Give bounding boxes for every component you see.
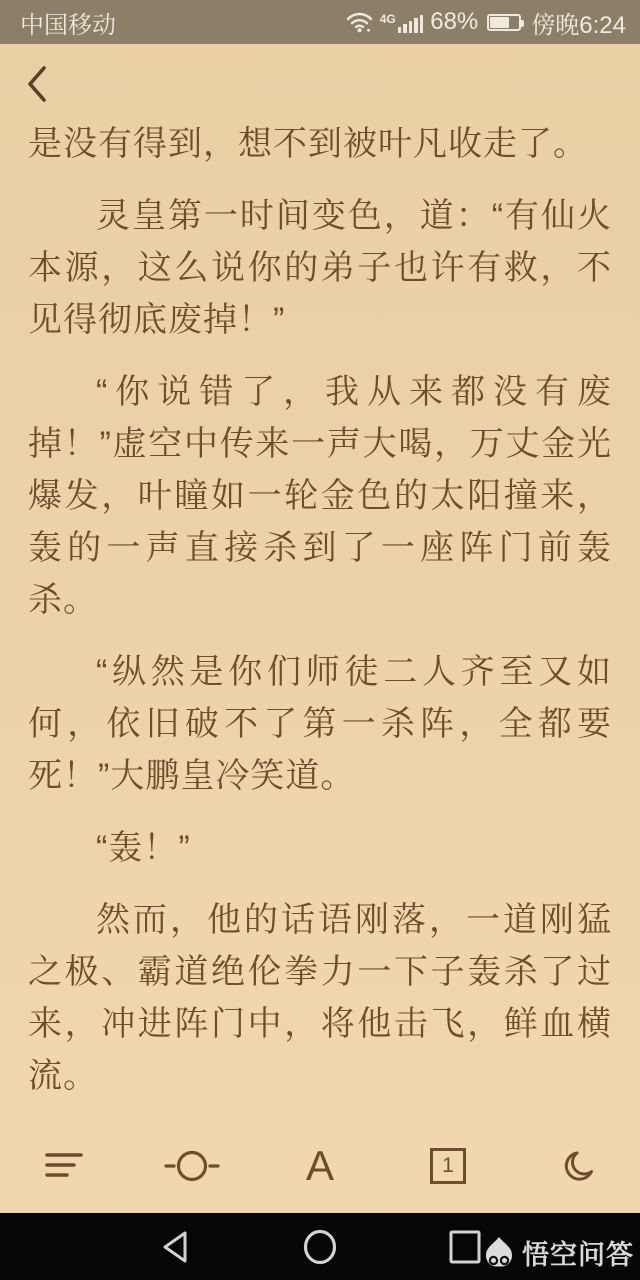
paragraph: “纵然是你们师徒二人齐至又如何，依旧破不了第一杀阵，全都要死！”大鹏皇冷笑道。	[28, 653, 612, 795]
wifi-icon	[346, 11, 373, 33]
font-size-icon: A	[305, 1142, 334, 1189]
moon-icon	[556, 1150, 596, 1182]
brightness-icon	[163, 1148, 221, 1184]
reader-content[interactable]	[0, 44, 640, 1129]
watermark	[481, 1233, 634, 1272]
nav-back-button[interactable]	[158, 1229, 192, 1265]
reading-progress-button[interactable]	[384, 1129, 512, 1213]
novel-text	[28, 118, 612, 1129]
paragraph: 是没有得到，想不到被叶凡收走了。	[28, 125, 588, 163]
nav-recents-icon	[448, 1229, 482, 1265]
nav-recents-button[interactable]	[448, 1229, 482, 1265]
paragraph: 然而，他的话语刚落，一道刚猛之极、霸道绝伦拳力一下子轰杀了过来，冲进阵门中，将他击飞，鲜血横流。	[28, 901, 612, 1095]
watermark-label: 悟空问答	[522, 1240, 634, 1270]
contents-icon	[44, 1150, 84, 1182]
night-mode-button[interactable]	[512, 1129, 640, 1213]
paragraph: “你说错了，我从来都没有废掉！”虚空中传来一声大喝，万丈金光爆发，叶瞳如一轮金色的太阳撞来，轰的一声直接杀到了一座阵门前轰杀。	[28, 373, 612, 619]
chevron-left-icon	[24, 64, 64, 104]
wukong-logo-icon	[481, 1235, 517, 1271]
back-button[interactable]	[20, 60, 68, 108]
font-size-button[interactable]	[256, 1129, 384, 1213]
nav-home-icon	[302, 1229, 338, 1265]
battery-icon	[487, 14, 521, 31]
android-nav-bar	[0, 1213, 640, 1280]
contents-button[interactable]	[0, 1129, 128, 1213]
brightness-button[interactable]	[128, 1129, 256, 1213]
paragraph: 灵皇第一时间变色，道：“有仙火本源，这么说你的弟子也许有救，不见得彻底废掉！”	[28, 197, 612, 339]
nav-home-button[interactable]	[302, 1229, 338, 1265]
paragraph: “轰！”	[96, 829, 191, 867]
battery-percent-label: 68%	[430, 8, 479, 35]
network-badge: 4G	[379, 12, 396, 26]
reader-toolbar	[0, 1129, 640, 1213]
signal-bars-icon	[380, 11, 424, 33]
page-number-label: 1	[442, 1154, 454, 1177]
clock-label: 傍晚6:24	[531, 11, 626, 39]
paragraph	[28, 1122, 612, 1129]
carrier-label: 中国移动	[20, 11, 116, 39]
status-bar	[0, 0, 640, 44]
status-bar-indicators	[346, 5, 626, 40]
nav-back-icon	[158, 1229, 192, 1265]
page-progress-icon	[430, 1148, 466, 1184]
